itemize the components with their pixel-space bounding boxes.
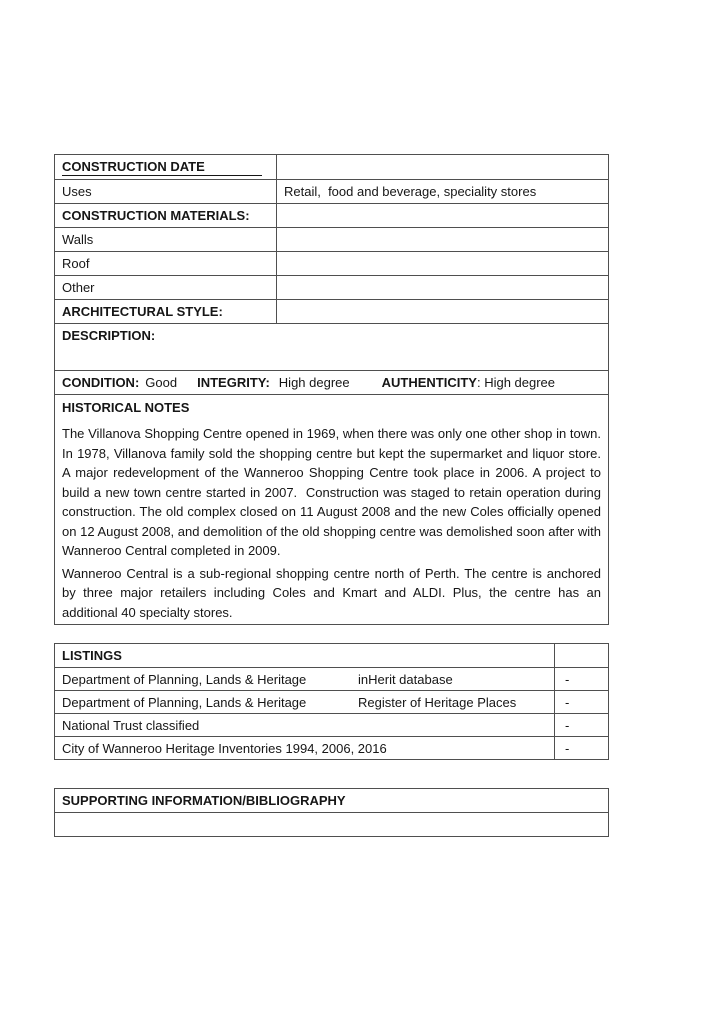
walls-label-cell <box>55 228 277 251</box>
row-description <box>55 323 608 370</box>
construction-materials-value <box>277 204 608 227</box>
listing-status: - <box>565 717 570 733</box>
row-roof <box>55 251 608 275</box>
uses-label: Uses <box>62 184 92 199</box>
description-cell <box>55 324 608 370</box>
row-construction-materials <box>55 203 608 227</box>
row-walls <box>55 227 608 251</box>
listings-header-status-cell <box>555 644 608 667</box>
listings-header-row <box>55 644 608 667</box>
condition-value: Good <box>145 375 178 390</box>
condition-assessment-cell <box>55 371 608 394</box>
architectural-style-value <box>277 300 608 323</box>
construction-date-label-cell <box>55 155 277 179</box>
listing-status: - <box>565 694 570 710</box>
integrity-value: High degree <box>278 375 350 390</box>
authenticity-label: AUTHENTICITY <box>381 375 477 390</box>
row-construction-date <box>55 155 608 179</box>
supporting-header: SUPPORTING INFORMATION/BIBLIOGRAPHY <box>62 793 346 808</box>
row-historical-notes <box>55 394 608 624</box>
other-label-cell <box>55 276 277 299</box>
listing-status: - <box>565 740 570 756</box>
construction-date-value <box>277 155 608 179</box>
details-table <box>54 154 609 625</box>
architectural-style-label-cell <box>55 300 277 323</box>
listing-register: Register of Heritage Places <box>358 694 517 710</box>
row-other <box>55 275 608 299</box>
supporting-header-cell <box>55 789 608 812</box>
listings-header-cell <box>55 644 555 667</box>
other-value <box>277 276 608 299</box>
row-architectural-style <box>55 299 608 323</box>
historical-notes-heading: HISTORICAL NOTES <box>62 400 190 415</box>
roof-label: Roof <box>62 256 90 271</box>
listing-organisation: National Trust classified <box>62 717 200 733</box>
authenticity-value: : High degree <box>476 375 556 390</box>
historical-notes-paragraph-2: Wanneroo Central is a sub-regional shopping centre north of Perth. The centre is anchored by three major retailers including Coles and Kmart and ALDI. Plus, the centre has an additional 40 specialty stores. <box>62 565 605 620</box>
row-condition-assessment <box>55 370 608 394</box>
historical-notes-cell <box>55 395 608 624</box>
walls-label: Walls <box>62 232 94 247</box>
uses-label-cell <box>55 180 277 203</box>
supporting-information-table <box>54 788 609 837</box>
construction-materials-label-cell <box>55 204 277 227</box>
listing-register: inHerit database <box>358 671 453 687</box>
listing-organisation: Department of Planning, Lands & Heritage <box>62 671 307 687</box>
condition-label: CONDITION: <box>62 375 140 390</box>
description-label: DESCRIPTION: <box>62 328 156 343</box>
architectural-style-label: ARCHITECTURAL STYLE: <box>62 304 223 319</box>
listing-row <box>55 736 608 759</box>
listing-row <box>55 690 608 713</box>
listing-row <box>55 713 608 736</box>
supporting-content-row <box>55 812 608 836</box>
construction-materials-label: CONSTRUCTION MATERIALS: <box>62 208 250 223</box>
listings-header: LISTINGS <box>62 648 122 663</box>
listing-organisation: Department of Planning, Lands & Heritage <box>62 694 307 710</box>
listings-table <box>54 643 609 760</box>
row-uses <box>55 179 608 203</box>
other-label: Other <box>62 280 95 295</box>
construction-date-label: CONSTRUCTION DATE <box>62 159 262 176</box>
listing-main-cell <box>55 691 555 713</box>
listing-status: - <box>565 671 570 687</box>
uses-value: Retail, food and beverage, speciality stores <box>284 184 537 199</box>
supporting-content-cell <box>55 813 608 836</box>
walls-value <box>277 228 608 251</box>
listing-main-cell <box>55 737 555 759</box>
listing-main-cell <box>55 714 555 736</box>
listing-row <box>55 667 608 690</box>
roof-label-cell <box>55 252 277 275</box>
integrity-label: INTEGRITY: <box>197 375 270 390</box>
listing-organisation: City of Wanneroo Heritage Inventories 1994, 2006, 2016 <box>62 740 387 756</box>
roof-value <box>277 252 608 275</box>
supporting-header-row <box>55 789 608 812</box>
listing-main-cell <box>55 668 555 690</box>
historical-notes-paragraph-1: The Villanova Shopping Centre opened in 1969, when there was only one other shop in town. In 1978, Villanova family sold the shopping centre but kept the supermarket and liquor store. A major redevelopment of the Wanneroo Shopping Centre took place in 2006. A project to build a new town centre started in 2007. Construction was staged to retain operation during construction. The old complex closed on 11 August 2008 and the new Coles officially opened on 12 August 2008, and demolition of the old shopping centre was demolished soon after with Wanneroo Central completed in 2009. <box>62 426 609 558</box>
